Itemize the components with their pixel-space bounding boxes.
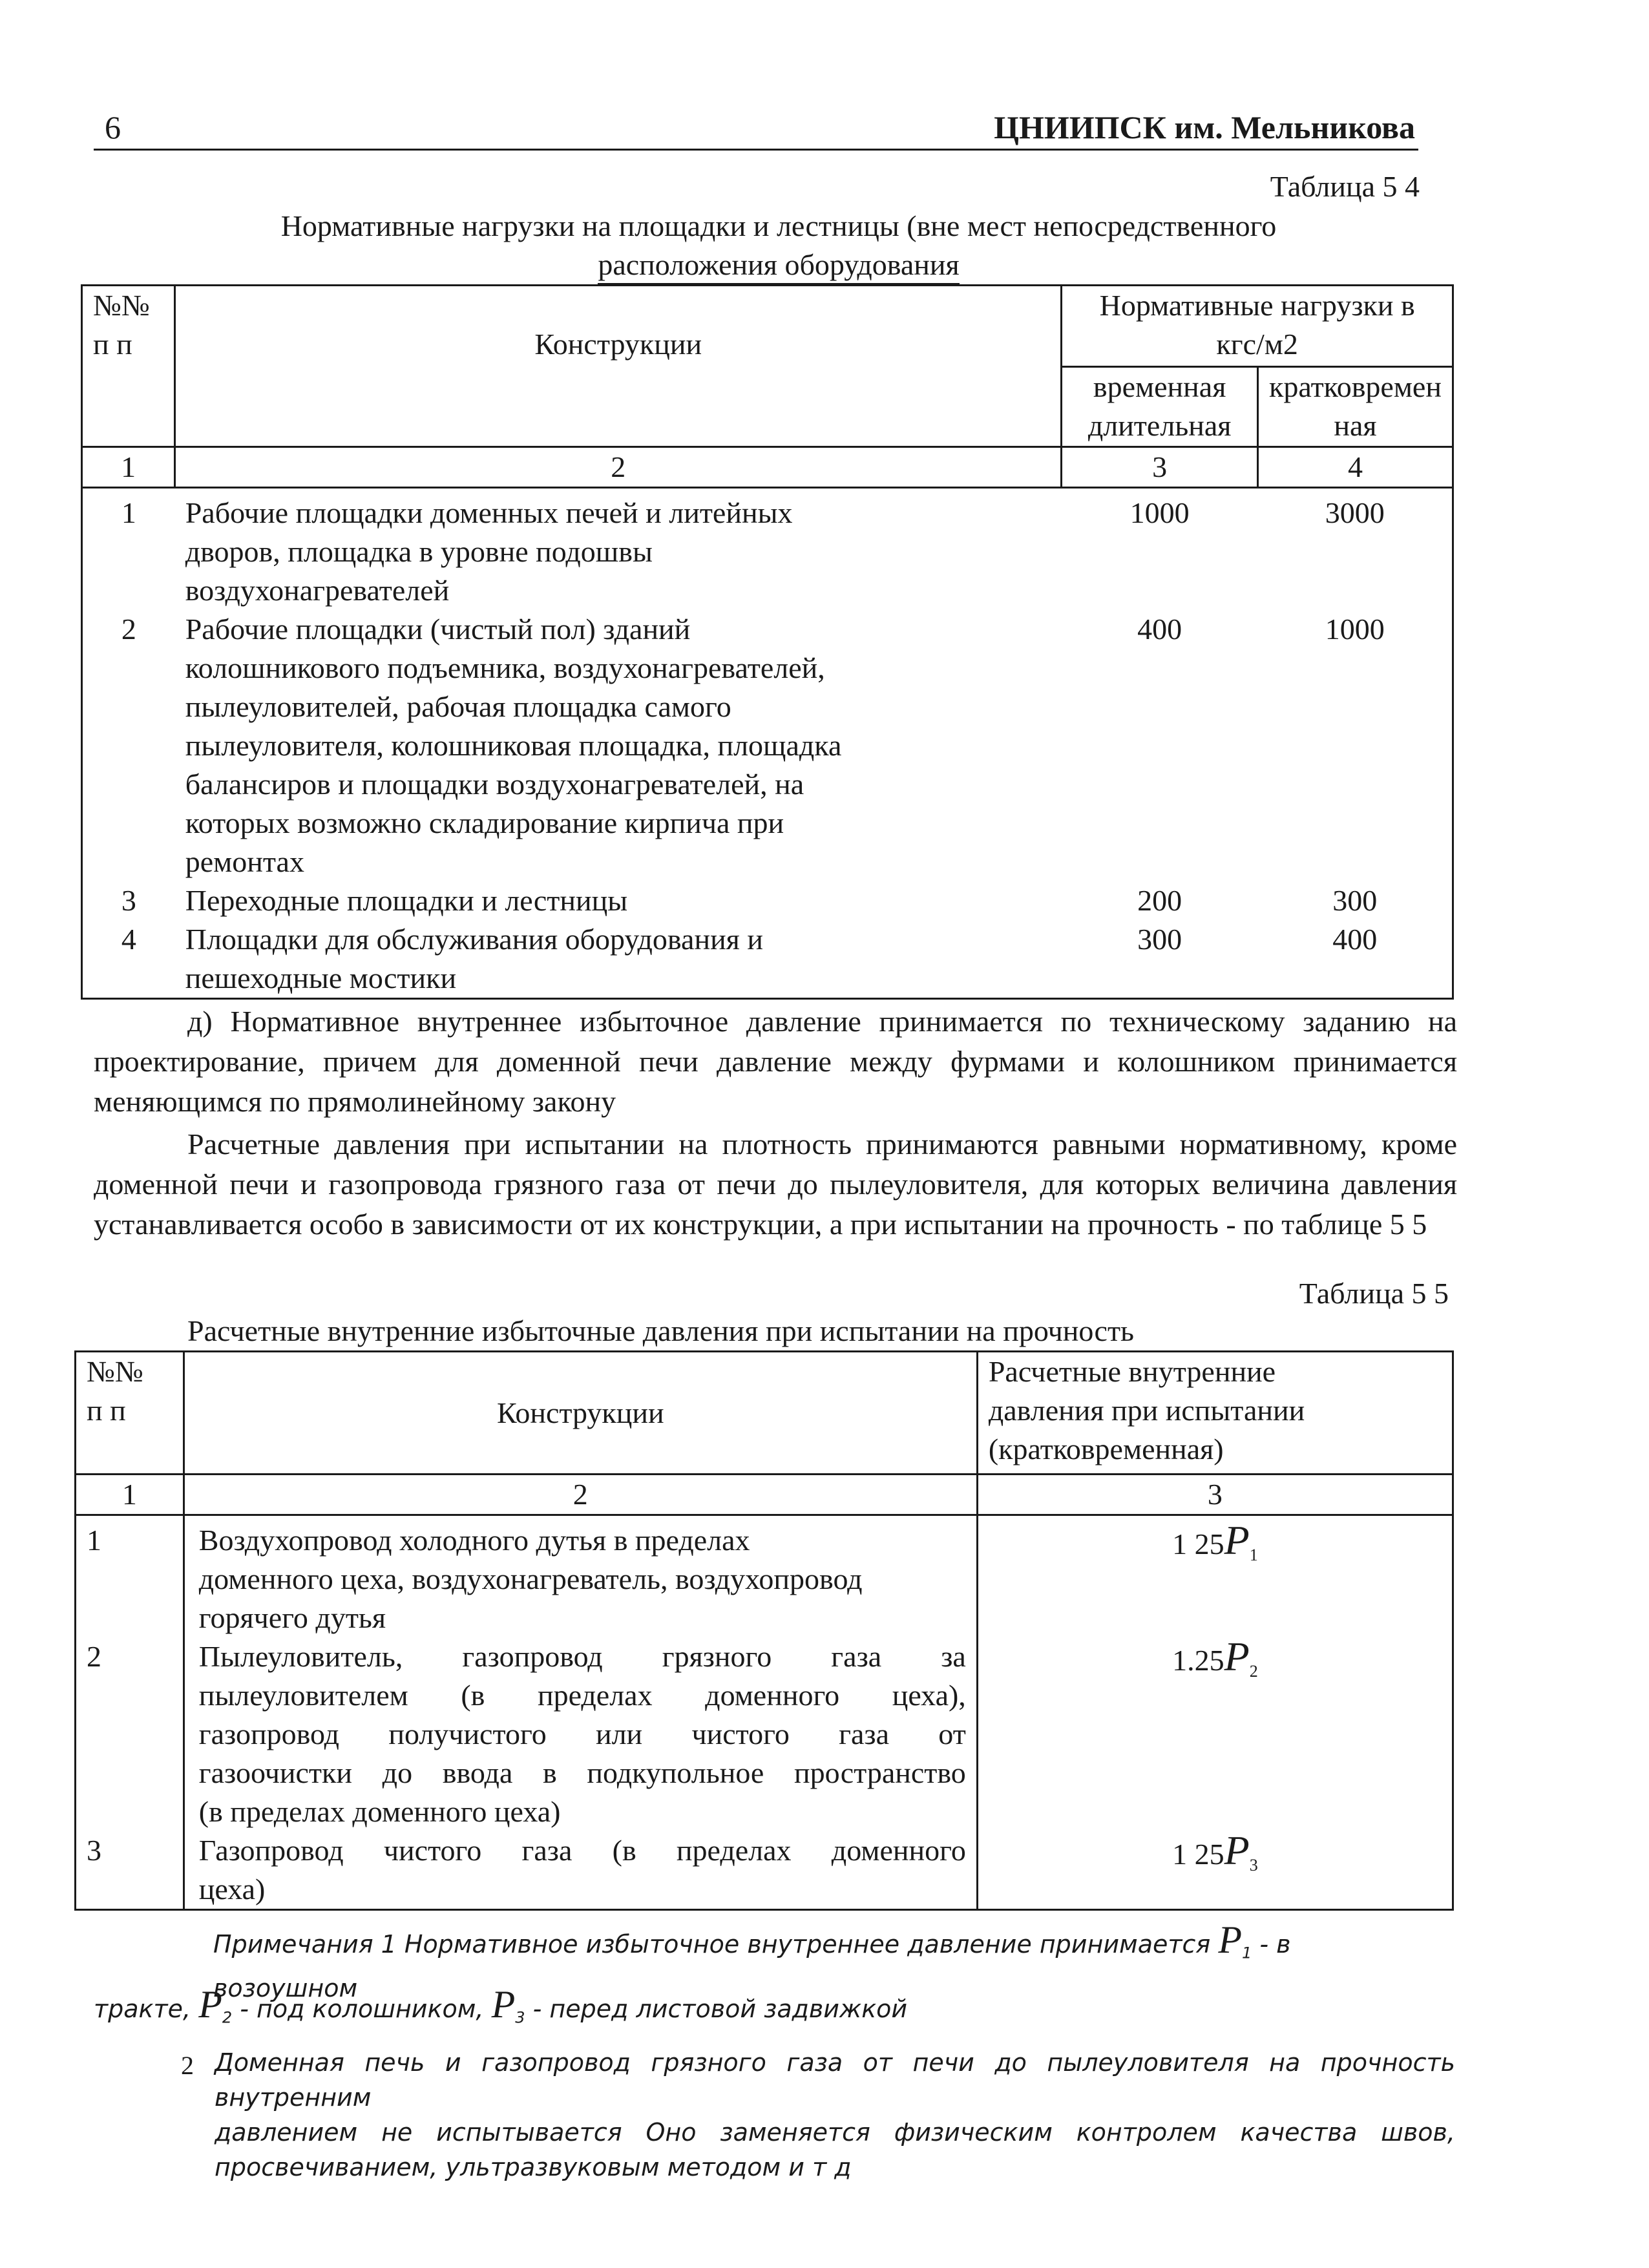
note-2-number: 2: [181, 2051, 194, 2080]
table-row: 3 Газопровод чистого газа (в пределах доменного цеха) 1 $25P_3$: [76, 1831, 1453, 1910]
table55: [74, 1350, 1454, 1911]
page-number: 6: [105, 109, 121, 145]
table-row: 1 Воздухопровод холодного дутья в пределах доменного цеха, воздухонагреватель, воздухопровод горячего дутья 1 $25P_1$: [76, 1515, 1453, 1638]
paragraph-d: д) Нормативное внутреннее избыточное давление принимается по техническому заданию на проектирование, причем для доменной печи давление между фурмами и колошником принимается меняющимся по прямолинейному закону: [94, 1005, 1457, 1118]
table54-label: Таблица 5 4: [1270, 170, 1420, 203]
formula-3: 1 $25P_3$: [977, 1831, 1453, 1910]
table-row: 2 Пылеуловитель, газопровод грязного газа за пылеуловителем (в пределах доменного цеха), газопровод получистого или чистого газа от газоочистки до ввода в подкупольное пространство (в пределах доменного цеха) $1.25P_2$: [76, 1637, 1453, 1831]
header-divider: [94, 149, 1418, 151]
table54-head-constructions: Конструкции: [175, 286, 1062, 447]
table55-label: Таблица 5 5: [1299, 1277, 1449, 1310]
formula-2: $1.25P_2$: [977, 1637, 1453, 1831]
table-row: 2 Рабочие площадки (чистый пол) зданий колошникового подъемника, воздухонагревателей, пылеуловителей, рабочая площадка самого пылеуловителя, колошниковая площадка, площадка балансиров и площадки воздухонагревателей, на которых возможно складирование кирпича при ремонтах 400 1000: [82, 610, 1453, 881]
table55-head-pressures: Расчетные внутренние давления при испытании (кратковременная): [977, 1352, 1453, 1475]
table-row: 1 Рабочие площадки доменных печей и литейных дворов, площадка в уровне подошвы воздухонагревателей 1000 3000: [82, 488, 1453, 611]
table55-caption: Расчетные внутренние избыточные давления при испытании на прочность: [187, 1314, 1135, 1347]
formula-1: 1 $25P_1$: [977, 1515, 1453, 1638]
table54-head-num: №№ п п: [82, 286, 175, 447]
note-2: Доменная печь и газопровод грязного газа от печи до пылеуловителя на прочность внутренним давлением не испытывается Оно заменяется физическим контролем качества швов, просвечиванием, ультразвуковым методом и т д: [215, 2048, 1455, 2181]
table54-head-short: кратковремен ная: [1258, 367, 1453, 447]
table54-colnums-row: 1 2 3 4: [82, 447, 1453, 488]
table54-head-loads: Нормативные нагрузки в кгс/м2: [1062, 286, 1453, 367]
table54: [81, 284, 1454, 1000]
note-1-line-1: Примечания 1 Нормативное избыточное внутреннее давление принимается $P_1$ - в возоушном: [213, 1918, 1291, 2002]
paragraph-calc: Расчетные давления при испытании на плотность принимаются равными нормативному, кроме доменной печи и газопровода грязного газа от печи до пылеуловителя, для которых величина давления устанавливается особо в зависимости от их конструкции, а при испытании на прочность - по таблице 5 5: [94, 1128, 1457, 1241]
table54-caption: Нормативные нагрузки на площадки и лестницы (вне мест непосредственного расположения оборудования: [155, 207, 1402, 285]
table54-head-temporary: временная длительная: [1062, 367, 1258, 447]
header-title: ЦНИИПСК им. Мельникова: [994, 109, 1415, 145]
table55-colnums-row: 1 2 3: [76, 1475, 1453, 1515]
note-1-line-2: тракте, $P_2$ - под колошником, $P_3$ - перед листовой задвижкой: [94, 1983, 908, 2027]
table55-head-constructions: Конструкции: [184, 1352, 977, 1475]
table-row: 4 Площадки для обслуживания оборудования и пешеходные мостики 300 400: [82, 920, 1453, 999]
table55-head-num: №№ п п: [76, 1352, 184, 1475]
table-row: 3 Переходные площадки и лестницы 200 300: [82, 881, 1453, 920]
